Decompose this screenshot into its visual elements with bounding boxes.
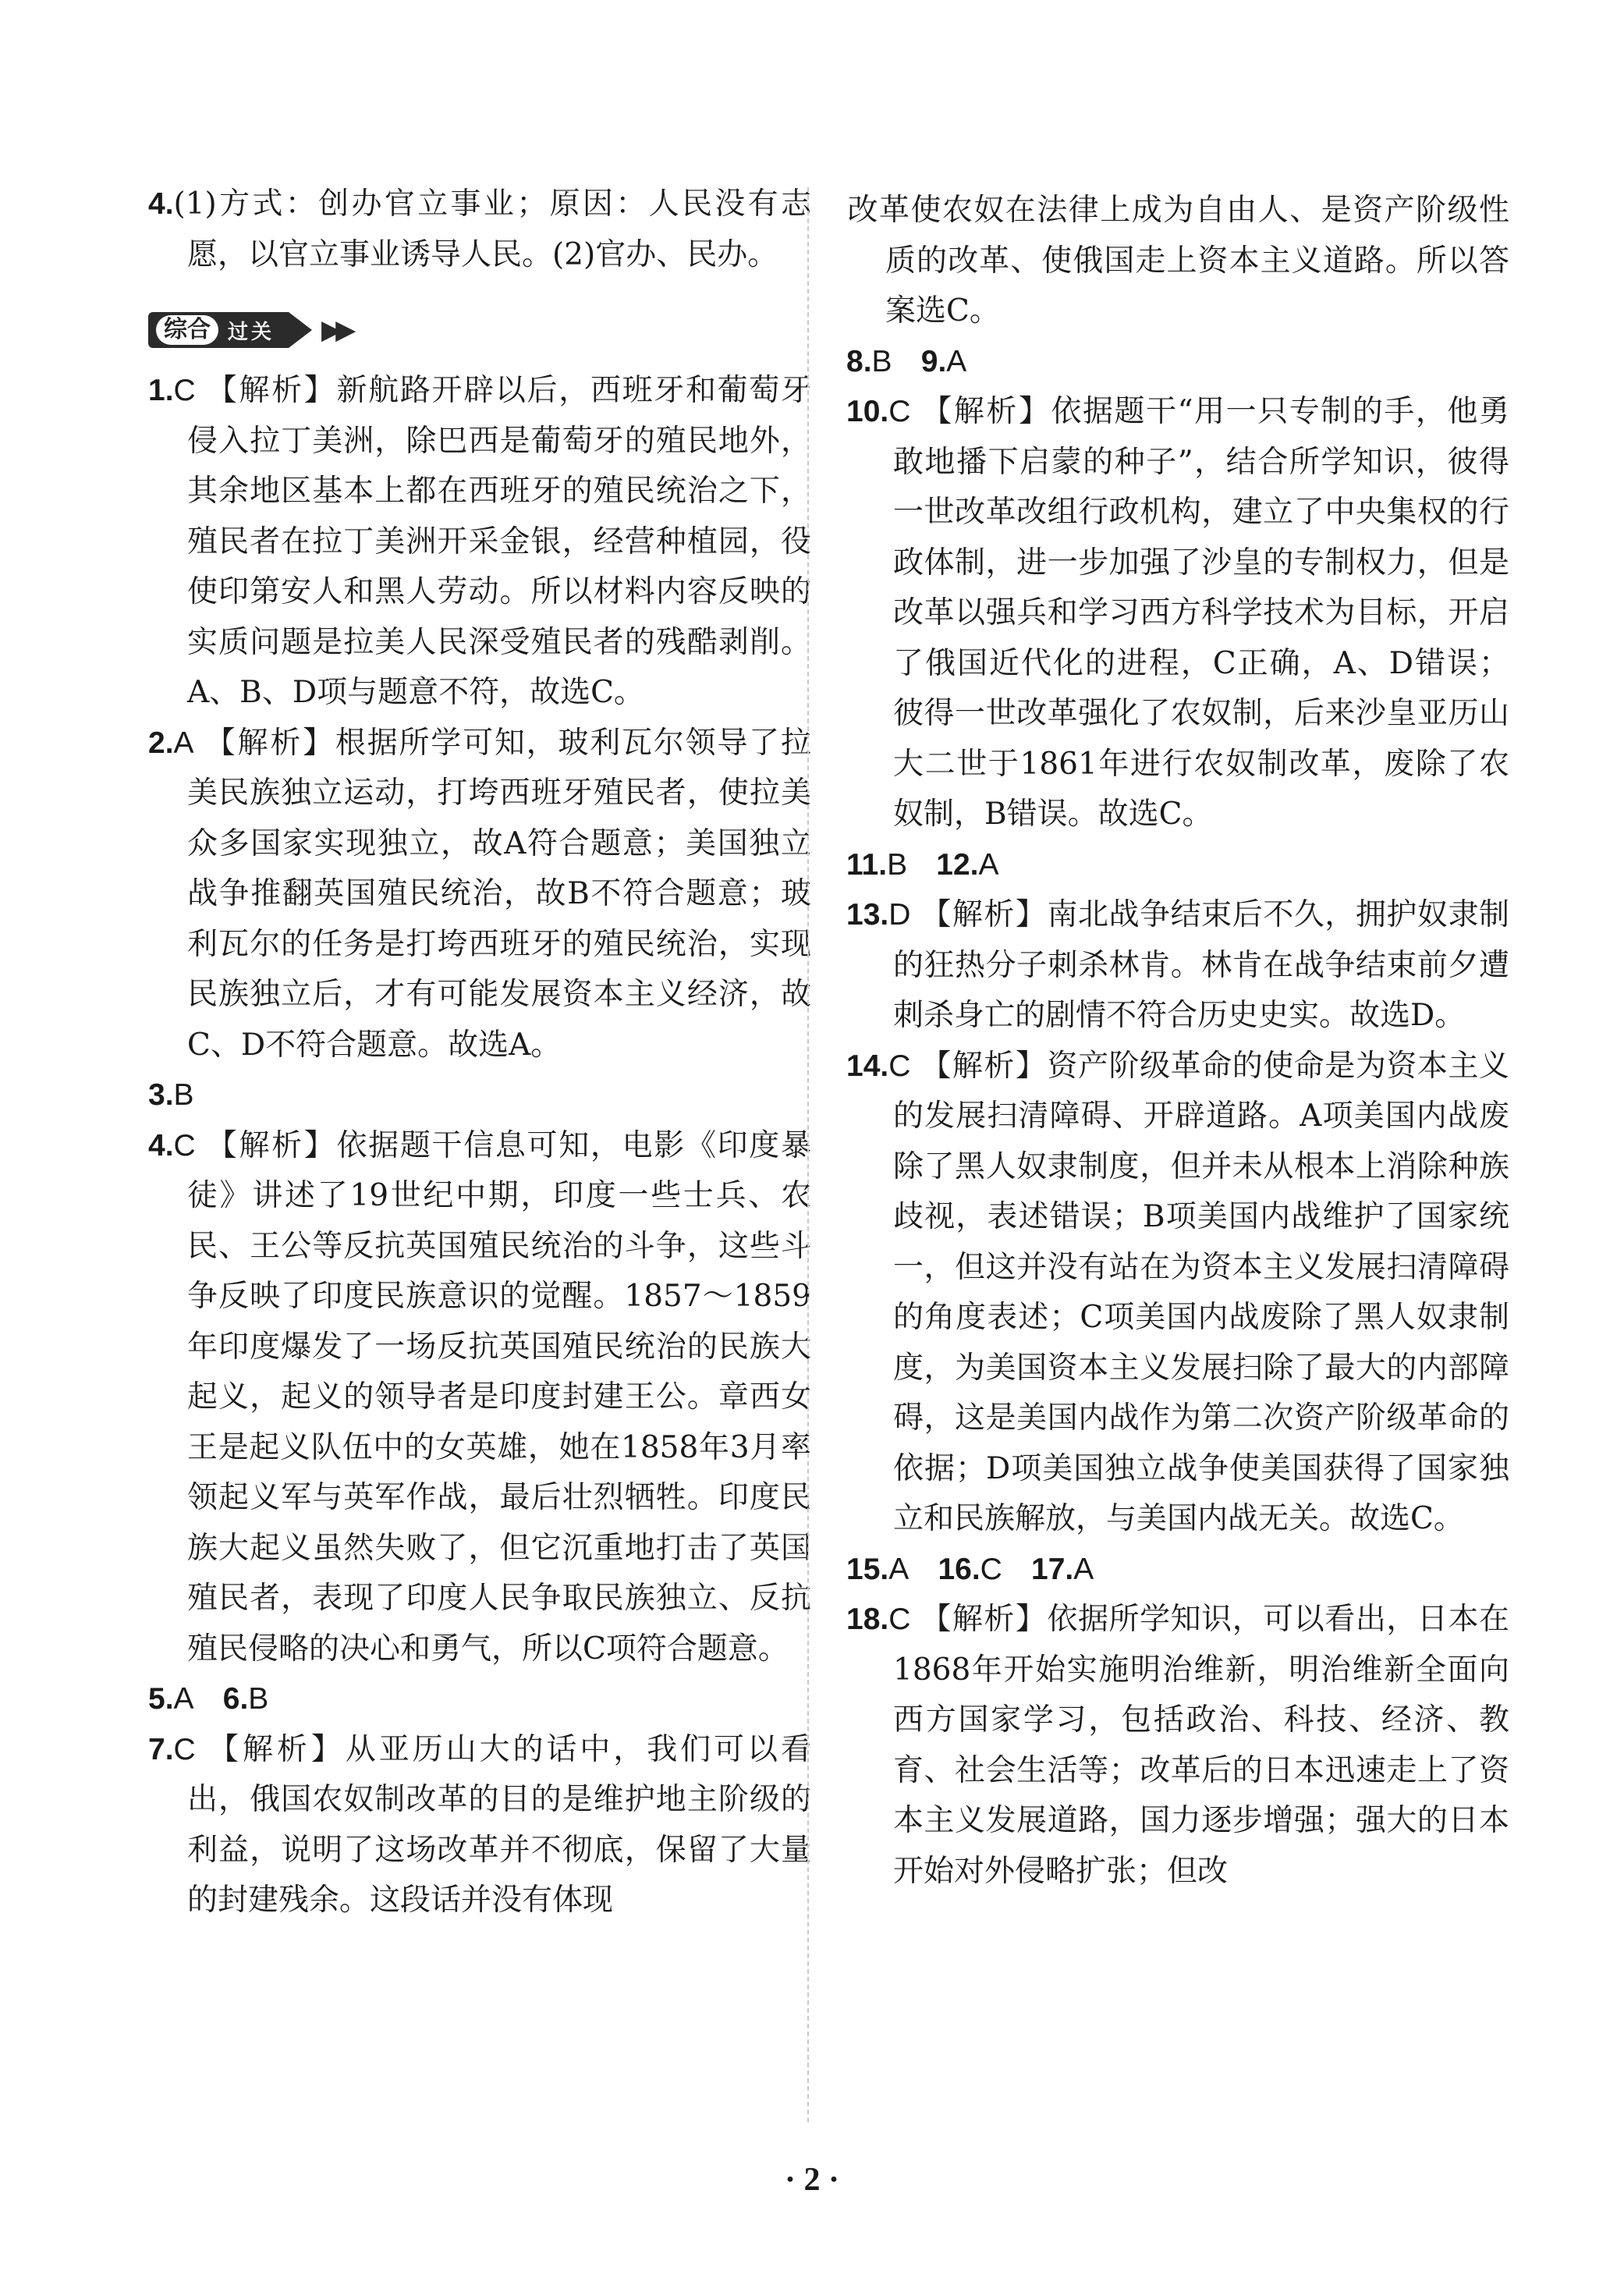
answer-text: (1)方式：创办官立事业；原因：人民没有志愿，以官立事业诱导人民。(2)官办、民办。: [173, 186, 811, 272]
answer-choice: C: [173, 374, 196, 407]
column-divider: [807, 187, 809, 2122]
question-number: 17.: [1031, 1552, 1074, 1586]
analysis-tag: 【解析】: [921, 394, 1051, 429]
answer-choice: C: [888, 395, 911, 428]
question-number: 14.: [846, 1049, 889, 1083]
answer-7: [148, 1725, 811, 1926]
left-column: [148, 179, 811, 1926]
question-number: 4.: [148, 1128, 174, 1162]
question-number: 3.: [148, 1078, 174, 1112]
answer-choice: B: [173, 1078, 194, 1112]
answer-choice: A: [173, 1682, 194, 1716]
analysis-text: 从亚历山大的话中，我们可以看出，俄国农奴制改革的目的是维护地主阶级的利益，说明了这场改革并不彻底，保留了大量的封建残余。这段话并没有体现: [187, 1731, 811, 1918]
analysis-text: 依据所学知识，可以看出，日本在1868年开始实施明治维新，明治维新全面向西方国家学习，包括政治、科技、经济、教育、社会生活等；改革后的日本迅速走上了资本主义发展道路，国力逐步增强；强大的日本开始对外侵略扩张；但改: [893, 1602, 1509, 1889]
answer-choice: C: [888, 1049, 911, 1083]
analysis-tag: 【解析】: [206, 1127, 337, 1163]
page-number: · 2 ·: [784, 2162, 839, 2198]
answer-choice: A: [173, 726, 194, 760]
analysis-tag: 【解析】: [204, 725, 335, 761]
answer-choice: B: [887, 847, 908, 882]
answer-choice: A: [888, 1552, 910, 1586]
answer-1: [148, 366, 811, 719]
analysis-text: 改革使农奴在法律上成为自由人、是资产阶级性质的改革、使俄国走上资本主义道路。所以答案选C。: [846, 193, 1509, 328]
question-number: 10.: [846, 395, 889, 428]
question-number: 4.: [148, 187, 174, 221]
analysis-text: 南北战争结束后不久，拥护奴隶制的狂热分子刺杀林肯。林肯在战争结束前夕遭刺杀身亡的剧情不符合历史史实。故选D。: [893, 897, 1509, 1033]
answer-choice: A: [946, 344, 967, 378]
answer-14: [846, 1042, 1509, 1545]
answer-choice: B: [248, 1682, 269, 1716]
analysis-tag: 【解析】: [208, 1731, 346, 1767]
banner-subtitle: 过关: [228, 320, 275, 344]
question-number: 18.: [846, 1603, 889, 1636]
answer-choice: C: [173, 1128, 196, 1162]
analysis-text: 新航路开辟以后，西班牙和葡萄牙侵入拉丁美洲，除巴西是葡萄牙的殖民地外，其余地区基本上都在西班牙的殖民统治之下，殖民者在拉丁美洲开采金银，经营种植园，役使印第安人和黑人劳动。所以材料内容反映的实质问题是拉美人民深受殖民者的残酷剥削。A、B、D项与题意不符，故选C。: [187, 373, 811, 710]
answer-13: [846, 890, 1509, 1042]
question-number: 8.: [846, 344, 872, 378]
analysis-text: 依据题干“用一只专制的手，他勇敢地播下启蒙的种子”，结合所学知识，彼得一世改革改组行政机构，建立了中央集权的行政体制，进一步加强了沙皇的专制权力，但是改革以强兵和学习西方科学技术为目标，开启了俄国近代化的进程，C正确，A、D错误；彼得一世改革强化了农奴制，后来沙皇亚历山大二世于1861年进行农奴制改革，废除了农奴制，B错误。故选C。: [893, 394, 1509, 832]
analysis-tag: 【解析】: [920, 1048, 1048, 1084]
right-column: [846, 186, 1509, 1897]
answer-choice: C: [888, 1603, 911, 1636]
answer-choice: A: [1073, 1552, 1094, 1586]
answer-3: [148, 1070, 811, 1121]
answer-4: [148, 1121, 811, 1675]
answer-2: [148, 719, 811, 1071]
answer-choice: B: [871, 344, 892, 378]
question-number: 13.: [846, 898, 889, 932]
double-arrow-icon: ▶▶: [321, 314, 350, 346]
question-number: 2.: [148, 726, 174, 760]
answer-choice: D: [888, 898, 911, 932]
question-number: 16.: [938, 1552, 980, 1586]
banner-pill: [148, 312, 289, 348]
analysis-text: 依据题干信息可知，电影《印度暴徒》讲述了19世纪中期，印度一些士兵、农民、王公等反抗英国殖民统治的斗争，这些斗争反映了印度民族意识的觉醒。1857～1859年印度爆发了一场反抗英国殖民统治的民族大起义，起义的领导者是印度封建王公。章西女王是起义队伍中的女英雄，她在1858年3月率领起义军与英军作战，最后壮烈牺牲。印度民族大起义虽然失败了，但它沉重地打击了英国殖民者，表现了印度人民争取民族独立、反抗殖民侵略的决心和勇气，所以C项符合题意。: [187, 1127, 811, 1667]
section-banner: [148, 307, 811, 353]
analysis-text: 资产阶级革命的使命是为资本主义的发展扫清障碍、开辟道路。A项美国内战废除了黑人奴隶制度，但并未从根本上消除种族歧视，表述错误；B项美国内战维护了国家统一，但这并没有站在为资本主义发展扫清障碍的角度表述；C项美国内战废除了黑人奴隶制度，为美国资本主义发展扫除了最大的内部障碍，这是美国内战作为第二次资产阶级革命的依据；D项美国独立战争使美国获得了国家独立和民族解放，与美国内战无关。故选C。: [893, 1048, 1509, 1536]
answer-8-9: [846, 337, 1509, 388]
question-number: 5.: [148, 1682, 174, 1716]
analysis-tag: 【解析】: [920, 1602, 1048, 1637]
answer-18: [846, 1595, 1509, 1897]
question-number: 15.: [846, 1552, 889, 1586]
answer-15-17: [846, 1545, 1509, 1596]
answer-choice: A: [978, 847, 999, 882]
analysis-tag: 【解析】: [920, 897, 1048, 932]
question-number: 11.: [846, 847, 888, 882]
question-number: 9.: [920, 344, 947, 378]
answer-4-prev: [148, 179, 811, 280]
answer-5-6: [148, 1674, 811, 1725]
answer-7-continued: [846, 186, 1509, 337]
question-number: 6.: [222, 1682, 249, 1716]
answer-choice: C: [173, 1732, 196, 1766]
question-number: 12.: [936, 847, 979, 882]
analysis-text: 根据所学可知，玻利瓦尔领导了拉美民族独立运动，打垮西班牙殖民者，使拉美众多国家实现独立，故A符合题意；美国独立战争推翻英国殖民统治，故B不符合题意；玻利瓦尔的任务是打垮西班牙的殖民统治，实现民族独立后，才有可能发展资本主义经济，故C、D不符合题意。故选A。: [187, 725, 811, 1063]
question-number: 1.: [148, 374, 174, 407]
answer-11-12: [846, 840, 1509, 891]
answer-10: [846, 387, 1509, 840]
banner-tail: [289, 312, 312, 348]
analysis-tag: 【解析】: [206, 373, 337, 408]
banner-title: 综合: [156, 315, 218, 345]
answer-choice: C: [980, 1552, 1002, 1586]
question-number: 7.: [148, 1732, 174, 1766]
